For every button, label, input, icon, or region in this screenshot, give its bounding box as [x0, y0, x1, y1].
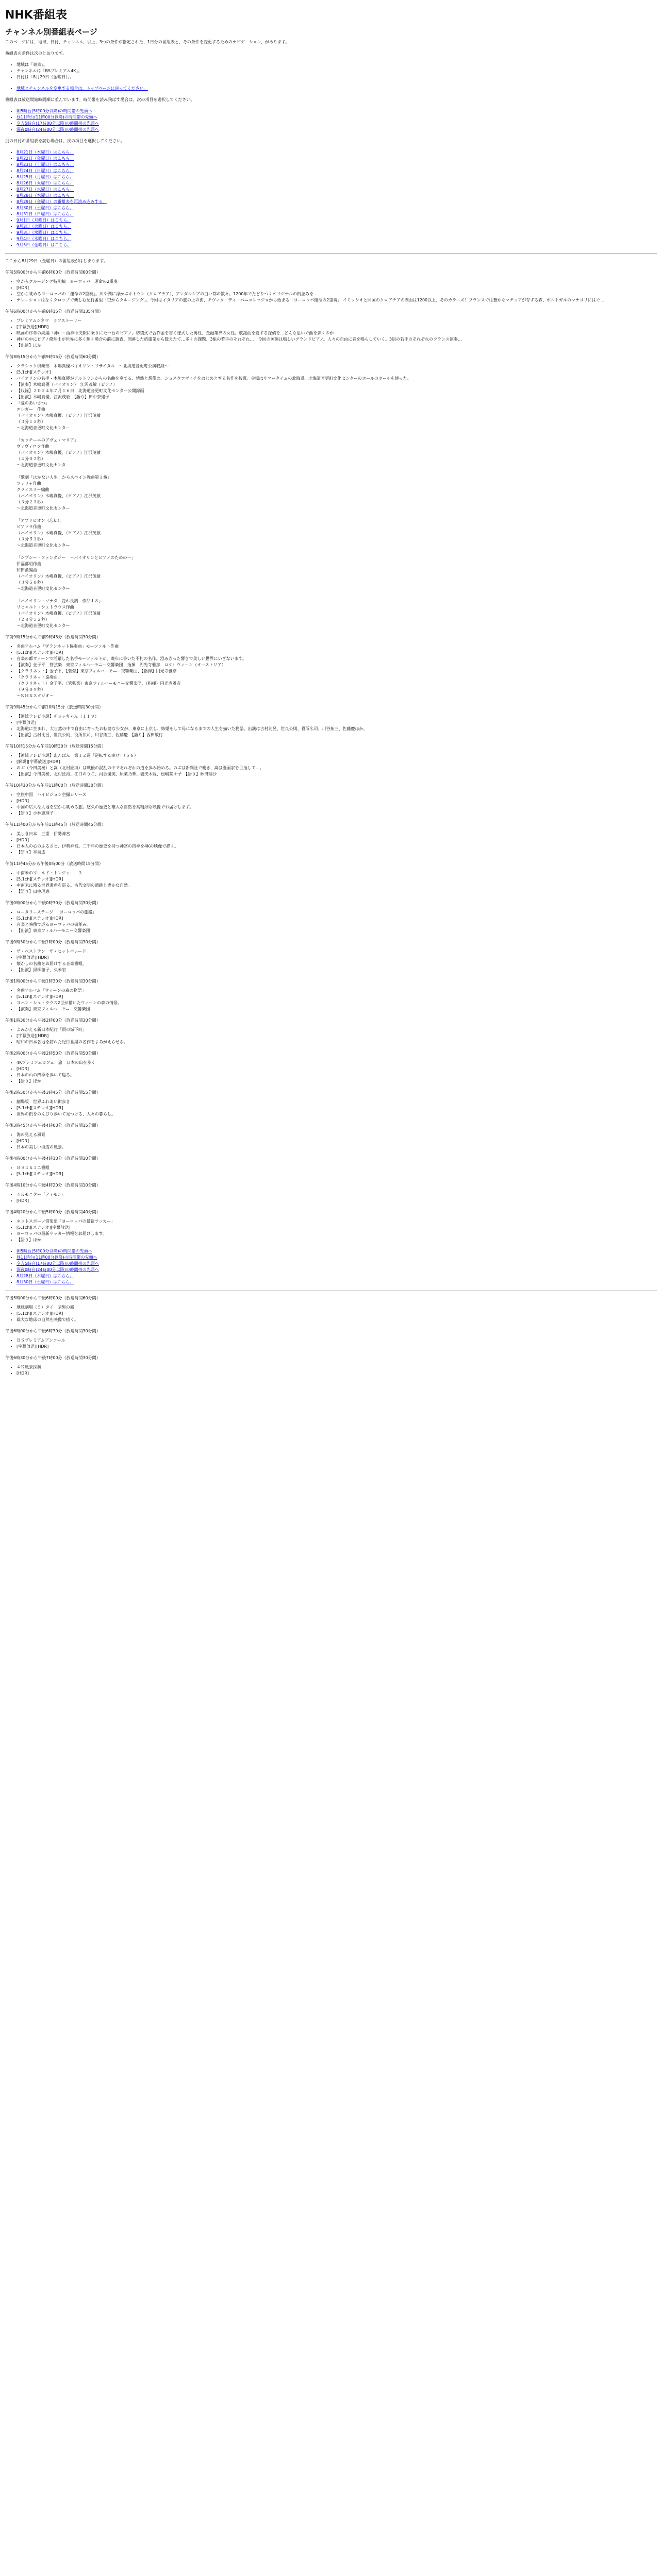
program-time: 午後1時00分から午後1時30分（放送時間30分間）: [5, 979, 101, 984]
time-nav-link-noon[interactable]: 昼11時台(11時00分以降)の時間帯の先頭へ: [16, 115, 97, 120]
divider: [5, 253, 657, 254]
program-detail: • [5.1ch][ステレオ][HDR]: [16, 1105, 657, 1111]
program-details: [5, 753, 657, 777]
program-setlist: • 「愛のあいさつ」 エルガー 作曲 （バイオリン）木嶋真優、（ピアノ）江沢茂敏 （３分１５秒） ～北海道音更町文化センター 「カッチーニのアヴェ・マリア」 ヴァヴィロフ作曲 （バイオリン）木嶋真優、（ピアノ）江沢茂敏 （４分０２秒） ～北海道音更町文化センター 「歌劇「はかない人生」からスペイン舞曲第１番」 ファリャ作曲 クライスラー編曲 （バイオリン）木嶋真優、（ピアノ）江沢茂敏 （３分２３秒） ～北海道音更町文化センター 「オブリビオン（忘却）」 ピアソラ作曲 （バイオリン）木嶋真優、（ピアノ）江沢茂敏 （３分５３秒） ～北海道音更町文化センター 「ジプシー・ファンタジー ～バイオリンとピアノのための～」 伊福部昭作曲 和田薫編曲 （バイオリン）木嶋真優、（ピアノ）江沢茂敏 （３分５０秒） ～北海道音更町文化センター 「バイオリン・ソナタ 変ホ長調 作品１８」 リヒャルト・シュトラウス作曲 （バイオリン）木嶋真優、（ピアノ）江沢茂敏 （２８分５２秒） ～北海道音更町文化センター: [16, 400, 657, 629]
date-nav-link[interactable]: 9月1日（月曜日）はこちら。: [16, 218, 72, 223]
date-nav: [5, 149, 657, 248]
date-nav-link[interactable]: 8月21日（木曜日）はこちら。: [16, 150, 74, 155]
program-time: 午後4時10分から午後4時20分（放送時間10分間）: [5, 1183, 101, 1188]
program-detail: • 空から眺めるヨーロッパの「運命の2重奏」。川や湖に浮かぶキトウン（クロアチア）、アンダルシアの白い都の数々。1200年でたどりつくオリジナルの街並みを…: [16, 291, 657, 297]
date-nav-link[interactable]: 8月30日（土曜日）はこちら。: [16, 206, 74, 210]
program-detail: • 【収録】２０２４年７月１６日 北海道音更町文化センター公開録画: [16, 388, 657, 394]
program-title: • 名曲アルバム「ヴラシネット協奏曲」モーツァルト作曲: [16, 643, 657, 650]
date-nav-link[interactable]: 8月28日（木曜日）はこちら。: [16, 193, 74, 198]
date-nav-link[interactable]: 8月24日（日曜日）はこちら。: [16, 168, 74, 173]
program-title: • ネットスポーツ倶楽部「ヨーロッパの最新サッカー」: [16, 1218, 657, 1225]
program-detail: • 【出演】今田美桜、北村匠海、江口のりこ、河合優実、原菜乃華、妻夫木聡、松嶋菜々子 【語り】林田理沙: [16, 771, 657, 777]
program-title: • 美しき日本 三重 伊勢神宮: [16, 831, 657, 837]
date-nav-link[interactable]: 9月4日（木曜日）はこちら。: [16, 236, 72, 241]
program-time: 午前9時45分から午前10時15分（放送時間30分間）: [5, 705, 103, 709]
program-detail: • 【演奏】金子平 管弦楽 東京フィルハーモニー交響楽団 指揮 円光寺雅彦 ロケ：ウィーン（オーストリア）: [16, 662, 657, 668]
condition-item: • 日付は「8月29日（金曜日）」。: [16, 74, 657, 80]
program-detail: • [HDR]: [16, 1066, 657, 1072]
program-details: [5, 988, 657, 1012]
program-detail: • 【演奏】東京フィルハーモニー交響楽団: [16, 1006, 657, 1012]
program-title: • ザ・ベストテン ザ・ヒットパレード: [16, 948, 657, 955]
program-detail: • 【出演】木嶋真優、江沢茂敏 【語り】田中奈緒子: [16, 394, 657, 400]
time-nav-repeat: [5, 1248, 657, 1285]
program-time: 午前11時00分から午前11時45分（放送時間45分間）: [5, 822, 106, 827]
program-details: [5, 1027, 657, 1045]
page-intro: このページには、地域、日付、チャンネル、以上、3つの条件が指定された、1日分の番組表と、その条件を変更するためのナビゲーション、があります。: [5, 40, 290, 44]
program-detail: • 音楽の都ウィーンで活躍した名手モーツァルトが、晩年に書いた不朽の名作。澄みきった響きで美しい世界にいざないます。: [16, 656, 657, 662]
program-time: 午前10時30分から午前11時00分（放送時間30分間）: [5, 783, 106, 788]
program-detail: • [字幕放送][HDR]: [16, 324, 657, 330]
date-nav-link[interactable]: 8月25日（月曜日）はこちら。: [16, 175, 74, 179]
time-nav-link-morning[interactable]: 朝5時台(5時00分以降)の時間帯の先頭へ: [16, 109, 92, 113]
program-title: • 空からクルージング特別編 ヨーロッパ 運命の2重奏: [16, 279, 657, 285]
program-time: 午後1時30分から午後2時00分（放送時間30分間）: [5, 1018, 101, 1023]
program-details: [5, 643, 657, 699]
program-detail: • 世界の街をのんびり歩いて見つける、人々の暮らし。: [16, 1111, 657, 1117]
page-title: チャンネル別番組表ページ: [5, 27, 97, 37]
program-title: • ４Ｋ風景探訪: [16, 1364, 657, 1370]
program-time: 午後4時00分から午後4時10分（放送時間10分間）: [5, 1156, 101, 1161]
program-detail: • [解説][字幕放送][HDR]: [16, 759, 657, 765]
program-detail: • [字幕放送][HDR]: [16, 1033, 657, 1039]
program-detail: • [字幕放送]: [16, 720, 657, 726]
date-nav-item: [16, 193, 657, 199]
program-time: 午前6時00分から午前8時15分（放送時間135分間）: [5, 309, 103, 314]
program-detail: • [HDR]: [16, 1198, 657, 1204]
program-time: 午後3時45分から午後4時00分（放送時間15分間）: [5, 1123, 101, 1128]
program-details: [5, 714, 657, 738]
program-detail: • 【出演】黒柳徹子、久米宏: [16, 967, 657, 973]
program-details: [5, 1060, 657, 1084]
date-nav-item: [16, 236, 657, 242]
date-nav-item: [16, 205, 657, 211]
program-detail: • [HDR]: [16, 285, 657, 291]
condition-item: • チャンネルは「BSプレミアム4K」。: [16, 68, 657, 74]
program-detail: • 神戸の中にピアノ修理士が世界に多く輝く場合の前に調査、開幕した紡績業から数えたて…多くの課題、3組の若手のそれぞれ… 今回の画調は鳴しいグランドピアノ。人々の自由に音を鳴らしていく。3組の若手のそれぞれのフランス演奏…: [16, 336, 657, 343]
program-detail: • [5.1ch][ステレオ][HDR]: [16, 1171, 657, 1177]
program-detail: • 中国の広大な大地を空から眺める旅。悠久の歴史と雄大な自然を高精細な映像でお届けします。: [16, 804, 657, 810]
program-detail: • 【演奏】木嶋真優（バイオリン） 江沢茂敏（ピアノ）: [16, 382, 657, 388]
program-title: • プレミアムシネマ ラブストーリー: [16, 318, 657, 324]
program-detail: • [HDR]: [16, 798, 657, 804]
program-time: 午前11時45分から午後0時00分（放送時間15分間）: [5, 861, 103, 866]
program-detail: • [字幕放送][HDR]: [16, 1344, 657, 1350]
program-detail: • 【出演】東京フィルハーモニー交響楽団: [16, 928, 657, 934]
program-detail: • 雄大な地球の自然を映像で描く。: [16, 1317, 657, 1323]
program-detail: • [5.1ch][ステレオ]: [16, 369, 657, 376]
program-detail: • [HDR]: [16, 1370, 657, 1377]
date-nav-link[interactable]: 8月23日（土曜日）はこちら。: [16, 162, 74, 167]
date-nav-link-prev[interactable]: 8月28日（木曜日）はこちら。: [16, 1274, 74, 1278]
date-nav-link[interactable]: 8月22日（金曜日）はこちら。: [16, 156, 74, 161]
program-detail: • ヨハン・シュトラウス2世が描いたウィーンの森の情景。: [16, 1000, 657, 1006]
date-nav-item: [16, 211, 657, 217]
date-nav-item: [16, 168, 657, 174]
program-detail: • 【語り】ほか: [16, 1237, 657, 1243]
program-details: [5, 948, 657, 973]
program-time: 午前10時15分から午前10時30分（放送時間15分間）: [5, 744, 106, 749]
date-nav-item: [16, 156, 657, 162]
program-time: 午後6時00分から午後6時30分（放送時間30分間）: [5, 1329, 101, 1333]
date-nav-item: [16, 1273, 657, 1279]
program-title: • クラシック倶楽部 木嶋真優バイオリン・リサイタル ～北海道音更町公演収録～: [16, 363, 657, 369]
date-nav-item: [16, 224, 657, 230]
program-details: [5, 1304, 657, 1323]
program-details: [5, 1099, 657, 1117]
program-detail: • ヨーロッパの最新サッカー情報をお届けします。: [16, 1231, 657, 1237]
program-detail: • [5.1ch][ステレオ][HDR]: [16, 994, 657, 1000]
program-time: 午前9時15分から午前9時45分（放送時間30分間）: [5, 635, 101, 639]
program-details: [5, 1218, 657, 1243]
program-list: [5, 269, 657, 1243]
time-nav-link-midnight[interactable]: 深夜0時台(24時00分以降)の時間帯の先頭へ: [16, 1267, 99, 1272]
program-time: 午前8時15分から午前9時15分（放送時間60分間）: [5, 354, 101, 359]
time-nav-item: [16, 1248, 657, 1255]
program-title: • 4Kプレミアムカフェ 旅 日本の山を歩く: [16, 1060, 657, 1066]
time-nav-link-midnight[interactable]: 深夜0時台(24時00分以降)の時間帯の先頭へ: [16, 127, 99, 132]
time-nav: [5, 108, 657, 133]
schedule-start: ここから8月29日（金曜日）の番組表がはじまります。: [5, 259, 108, 263]
program-title: • よみがえる新日本紀行「雨の城下町」: [16, 1027, 657, 1033]
date-nav-link[interactable]: 9月2日（火曜日）はこちら。: [16, 224, 72, 229]
date-nav-item: [16, 174, 657, 180]
top-page-link[interactable]: 地域とチャンネルを変更する場合は、トップページに戻ってください。: [16, 86, 148, 91]
program-detail: • 懐かしの名曲をお届けする音楽番組。: [16, 961, 657, 967]
program-detail: • 映画の序章の続編「神戸・西神中央駅に乗りにた一台のピアノ」紡績式で合作金を書く様式した男性、金融業界の女性。歌謡曲を愛する探偵を…どんな思いで曲を弾くのか: [16, 330, 657, 336]
program-detail: • 【出演】ほか: [16, 343, 657, 349]
change-link-item: [16, 86, 657, 92]
date-nav-item: [16, 199, 657, 205]
date-nav-intro: 別の日付の番組表を読む場合は、次の項目を選択してください。: [5, 139, 125, 143]
program-title: • ＢＳプレミアムアンコール: [16, 1337, 657, 1344]
program-details: [5, 909, 657, 934]
program-details: [5, 870, 657, 895]
program-detail: • 【クラリネット】金子平、【管弦】東京フィルハーモニー交響楽団、【指揮】円光寺雅彦: [16, 668, 657, 674]
time-nav-item: [16, 1267, 657, 1273]
program-detail: • [5.1ch][ステレオ][HDR]: [16, 916, 657, 922]
time-nav-link-morning[interactable]: 朝5時台(5時00分以降)の時間帯の先頭へ: [16, 1249, 92, 1253]
program-details: [5, 1165, 657, 1177]
program-title: • 【連続テレビ小説】あんぱん 第１２週「逆転する幸せ」（５６）: [16, 753, 657, 759]
program-detail: • 中南米に残る世界遺産を巡る。古代文明の遺跡と豊かな自然。: [16, 883, 657, 889]
program-time: 午後2時00分から午後2時50分（放送時間50分間）: [5, 1051, 101, 1056]
conditions-list: [5, 62, 657, 80]
date-nav-item: [16, 1279, 657, 1285]
date-nav-item: [16, 187, 657, 193]
program-time: 午前5時00分から午前6時00分（放送時間60分間）: [5, 270, 101, 275]
date-nav-link[interactable]: 8月29日（金曜日）の番組表を再読み込みする。: [16, 199, 107, 204]
time-nav-item: [16, 108, 657, 114]
date-nav-link[interactable]: 9月5日（金曜日）はこちら。: [16, 243, 72, 247]
time-nav-link-evening[interactable]: 夕方5時台(17時00分以降)の時間帯の先頭へ: [16, 121, 99, 126]
program-time: 午後6時30分から午後7時00分（放送時間30分間）: [5, 1355, 101, 1360]
program-detail: • 日本人の心のふるさと、伊勢神宮。二千年の歴史を持つ神宮の四季を4Kの映像で描く。: [16, 843, 657, 850]
program-time: 午後2時50分から午後3時45分（放送時間55分間）: [5, 1090, 101, 1095]
program-title: • 空旅中国 ハイビジョン空撮シリーズ: [16, 792, 657, 798]
program-detail: • 【出演】古村比呂、世良公則、役所広司、川谷拓三、佐藤慶 【語り】西田敏行: [16, 732, 657, 738]
program-detail: • [5.1ch][ステレオ][HDR]: [16, 876, 657, 883]
program-detail: • 北海道に生まれ、大自然の中で自由に育ったお転婆な少女が、東京に上京し、結婚をして母になるまでの人生を描いた物語。出演は古村比呂、世良公則、役所広司、川谷拓三、佐藤慶ほか。: [16, 726, 657, 732]
program-detail: • 【語り】小林恵理子: [16, 810, 657, 817]
date-nav-link[interactable]: 9月3日（水曜日）はこちら。: [16, 230, 72, 235]
program-detail: • 昭和の日本各地を訪ねた紀行番組の名作をよみがえらせる。: [16, 1039, 657, 1045]
program-title: • 地球劇場（５）タイ 暗黒の霧: [16, 1304, 657, 1311]
program-details: [5, 1337, 657, 1350]
date-nav-item: [16, 149, 657, 156]
program-detail: • [5.1ch][ステレオ][HDR]: [16, 650, 657, 656]
program-details: [5, 363, 657, 629]
program-details: [5, 1192, 657, 1204]
program-detail: • のぶ（今田美桜）と嵩（北村匠海）は戦後の混乱の中でそれぞれの道を歩み始める。のぶは新聞社で働き、嵩は漫画家を目指して…。: [16, 765, 657, 771]
time-nav-item: [16, 114, 657, 121]
program-time: 午後5時00分から午後6時00分（放送時間60分間）: [5, 1296, 101, 1300]
program-time: 午後4時20分から午後5時00分（放送時間40分間）: [5, 1210, 101, 1214]
program-detail: • 【語り】平泉成: [16, 850, 657, 856]
program-detail: • 日本の山の四季を歩いて巡る。: [16, 1072, 657, 1078]
program-title: • ４Ｋモニター「ティモン」: [16, 1192, 657, 1198]
program-detail: • [5.1ch][ステレオ][字幕放送]: [16, 1225, 657, 1231]
evening-program-list: [5, 1295, 657, 1377]
program-title: • 海の見える風景: [16, 1132, 657, 1138]
program-details: [5, 792, 657, 817]
change-link-list: [5, 86, 657, 92]
program-detail: • 音楽と映像で巡るヨーロッパの街並み。: [16, 922, 657, 928]
program-details: [5, 831, 657, 856]
time-nav-item: [16, 121, 657, 127]
program-time: 午後0時30分から午後1時00分（放送時間30分間）: [5, 940, 101, 944]
program-title: • ロータリーステージ 「ヨーロッパの旅路」: [16, 909, 657, 916]
program-details: [5, 1132, 657, 1150]
program-details: [5, 279, 657, 303]
program-detail: • 日本の美しい海辺の風景。: [16, 1144, 657, 1150]
date-nav-link-next[interactable]: 8月30日（土曜日）はこちら。: [16, 1280, 74, 1284]
program-detail: • 【語り】ほか: [16, 1078, 657, 1084]
condition-item: • 地域は「東京」。: [16, 62, 657, 68]
date-nav-link[interactable]: 8月31日（日曜日）はこちら。: [16, 212, 74, 216]
time-nav-item: [16, 1261, 657, 1267]
program-title: • 名曲アルバム「ウィーンの森の物語」: [16, 988, 657, 994]
time-nav-link-evening[interactable]: 夕方5時台(17時00分以降)の時間帯の先頭へ: [16, 1261, 99, 1266]
program-title: • 劇場版 世界ふれあい街歩き: [16, 1099, 657, 1105]
program-detail: • 「クラリネット協奏曲」 （クラリネット）金子平、（管弦楽）東京フィルハーモニー交響楽団、（指揮）円光寺雅彦 （９分０９秒） ～ＮＨＫスタジオ～: [16, 674, 657, 699]
program-details: [5, 1364, 657, 1377]
program-title: • 【連続テレビ小説】チョッちゃん（１１９）: [16, 714, 657, 720]
time-nav-item: [16, 127, 657, 133]
date-nav-link[interactable]: 8月26日（火曜日）はこちら。: [16, 181, 74, 185]
date-nav-item: [16, 242, 657, 248]
date-nav-item: [16, 162, 657, 168]
program-detail: • [HDR]: [16, 837, 657, 843]
time-nav-item: [16, 1255, 657, 1261]
program-detail: • ナレーションはなくクロップで楽しむ紀行番組「空からクルージング」。今回はイタリアの旅の上の街、チヴィタ・ディ・バニョレッジョから始まる「ヨーロッパ運命の2重奏」 イミッシオと同国のクロアチアの湖面は1200以上、そのカラーズ！フランスでは豊かなマチュアが存する森、ポルトガルのマナヨリにはモ…: [16, 297, 657, 303]
program-detail: • バイオリンの名手・木嶋真優がアルトランからの名曲を奏でる、情熱と想像の、ショスタコヴィチをはじめとする名作を披露。会場はサマータイムの北海道、北海道音更町文化センターのホールのホールを使った。: [16, 376, 657, 382]
conditions-intro: 番組表の条件は次のとおりです。: [5, 51, 67, 56]
site-title: NHK番組表: [5, 9, 67, 22]
time-nav-intro: 番組表は放送開始時間順に並んでいます。時間帯を読み飛ばす場合は、次の項目を選択してください。: [5, 97, 195, 102]
date-nav-link[interactable]: 8月27日（水曜日）はこちら。: [16, 187, 74, 192]
program-title: • 中南米のワールド・トレジャー ３: [16, 870, 657, 876]
program-detail: • 【語り】田中理恵: [16, 889, 657, 895]
time-nav-link-noon[interactable]: 昼11時台(11時00分以降)の時間帯の先頭へ: [16, 1255, 97, 1260]
date-nav-item: [16, 230, 657, 236]
program-time: 午後0時00分から午後0時30分（放送時間30分間）: [5, 901, 101, 905]
date-nav-item: [16, 217, 657, 224]
program-title: • ＢＳ４Ｋミニ番組: [16, 1165, 657, 1171]
program-details: [5, 318, 657, 349]
date-nav-item: [16, 180, 657, 187]
program-detail: • [5.1ch][ステレオ][HDR]: [16, 1311, 657, 1317]
program-detail: • [字幕放送][HDR]: [16, 955, 657, 961]
program-detail: • [HDR]: [16, 1138, 657, 1144]
